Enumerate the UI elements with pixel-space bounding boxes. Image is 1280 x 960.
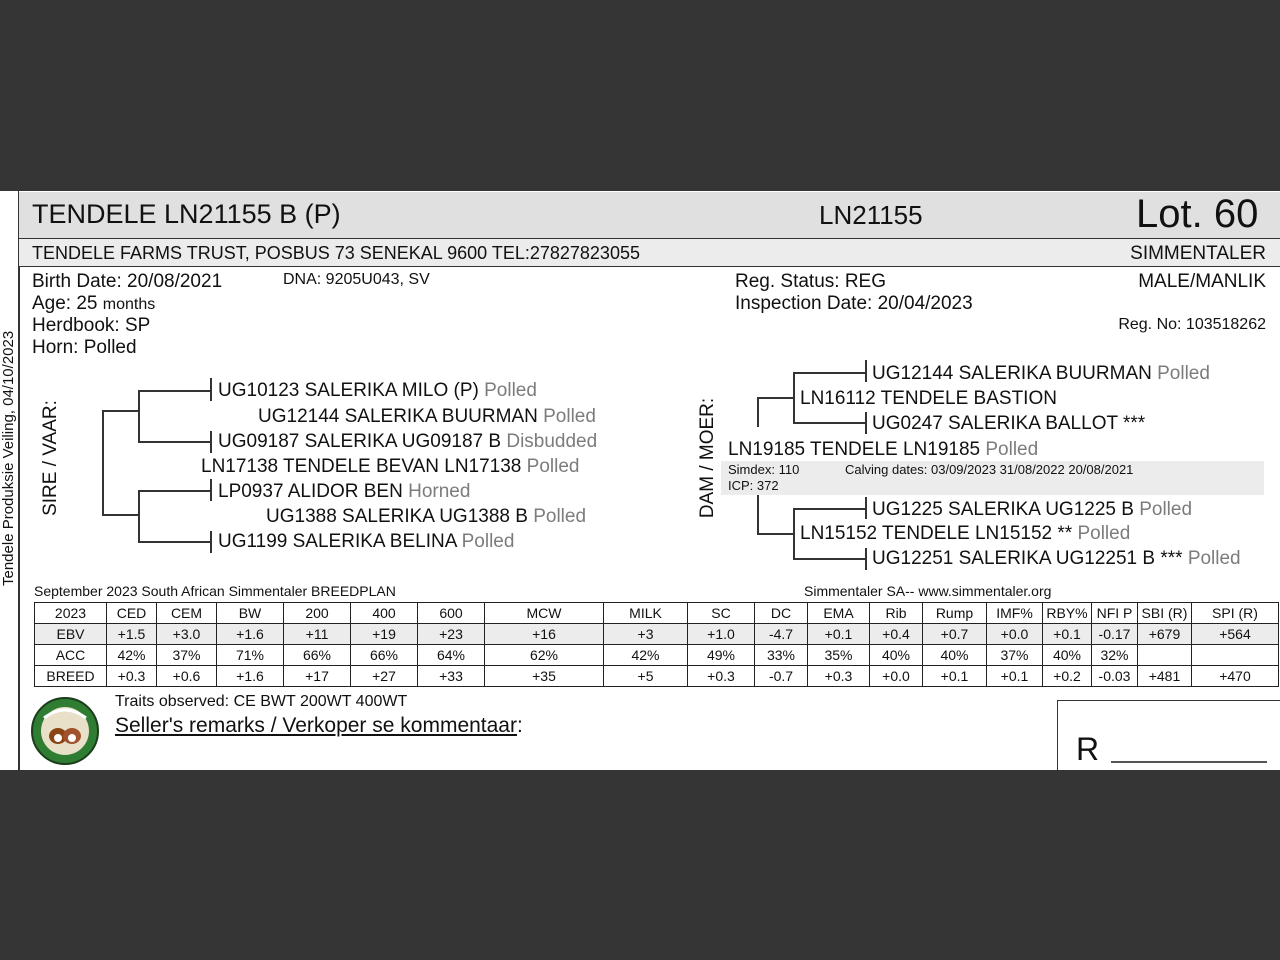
pedigree-line: [757, 397, 759, 427]
pedigree-line: [865, 360, 867, 382]
breedplan-source: Simmentaler SA-- www.simmentaler.org: [804, 583, 1052, 599]
side-strip: [0, 191, 19, 770]
breedplan-cell: +0.1: [923, 666, 987, 687]
simdex: Simdex: 110: [728, 462, 800, 477]
breedplan-cell: +0.0: [987, 624, 1043, 645]
sire-dam-sire: UG1388 SALERIKA UG1388 B Polled: [266, 506, 587, 527]
pedigree-line: [138, 390, 140, 441]
animal-name: TENDELE LN21155 B (P): [32, 199, 341, 229]
breedplan-cell: -0.17: [1092, 624, 1138, 645]
breedplan-cell: 32%: [1092, 645, 1138, 666]
pedigree-line: [210, 479, 212, 501]
pedigree-line: [865, 412, 867, 434]
breedplan-cell: 62%: [485, 645, 604, 666]
breedplan-cell: +3.0: [157, 624, 217, 645]
sire-dam: LP0937 ALIDOR BEN Horned: [218, 481, 471, 502]
breedplan-header-cell: RBY%: [1043, 603, 1092, 624]
breedplan-row-label: EBV: [35, 624, 107, 645]
breedplan-cell: 37%: [157, 645, 217, 666]
age-unit: months: [102, 296, 156, 313]
breedplan-cell: 66%: [351, 645, 418, 666]
breedplan-header-cell: MCW: [485, 603, 604, 624]
pedigree-line: [138, 541, 210, 543]
age-value: Age: 25: [32, 293, 98, 314]
breedplan-cell: +27: [351, 666, 418, 687]
dam-dam-sire: UG1225 SALERIKA UG1225 B Polled: [872, 499, 1193, 520]
sale-side-text: Tendele Produksie Veiling, 04/10/2023: [0, 330, 17, 586]
breedplan-cell: +0.1: [808, 624, 870, 645]
breedplan-header-cell: IMF%: [987, 603, 1043, 624]
pedigree-line: [865, 548, 867, 570]
breedplan-cell: +0.1: [987, 666, 1043, 687]
breedplan-cell: +5: [604, 666, 688, 687]
sire-label: SIRE / VAAR:: [40, 400, 61, 516]
breedplan-cell: [1138, 645, 1192, 666]
pedigree-line: [210, 531, 212, 553]
dam-dam: LN15152 TENDELE LN15152 ** Polled: [800, 523, 1131, 544]
breedplan-cell: +0.3: [107, 666, 157, 687]
dam-sire: LN16112 TENDELE BASTION: [800, 388, 1057, 409]
breedplan-cell: +1.0: [688, 624, 755, 645]
lot-card: [0, 191, 1280, 770]
dam-label: DAM / MOER:: [697, 397, 718, 519]
breedplan-cell: 33%: [755, 645, 808, 666]
breedplan-header-cell: 400: [351, 603, 418, 624]
birth-date: Birth Date: 20/08/2021: [32, 271, 223, 292]
breedplan-cell: +19: [351, 624, 418, 645]
breedplan-cell: -4.7: [755, 624, 808, 645]
breedplan-cell: +33: [418, 666, 485, 687]
breedplan-cell: +0.6: [157, 666, 217, 687]
breedplan-title: September 2023 South African Simmentaler BREEDPLAN: [34, 583, 396, 599]
breedplan-cell: 37%: [987, 645, 1043, 666]
breedplan-header-cell: BW: [217, 603, 284, 624]
breedplan-cell: +481: [1138, 666, 1192, 687]
breedplan-cell: 49%: [688, 645, 755, 666]
breedplan-row-acc: [35, 645, 1279, 666]
breedplan-header-cell: EMA: [808, 603, 870, 624]
pedigree-line: [793, 558, 865, 560]
breedplan-header-cell: Rib: [870, 603, 923, 624]
breedplan-cell: 42%: [107, 645, 157, 666]
pedigree-line: [757, 397, 793, 399]
sire-dam-dam: UG1199 SALERIKA BELINA Polled: [218, 531, 515, 552]
breedplan-row-ebv: [35, 624, 1279, 645]
dam-sire-sire: UG12144 SALERIKA BUURMAN Polled: [872, 363, 1210, 384]
breedplan-header-cell: Rump: [923, 603, 987, 624]
pedigree-line: [102, 514, 138, 516]
breedplan-header-cell: DC: [755, 603, 808, 624]
breedplan-cell: +23: [418, 624, 485, 645]
breedplan-cell: 35%: [808, 645, 870, 666]
icp: ICP: 372: [728, 478, 779, 493]
breedplan-cell: 64%: [418, 645, 485, 666]
reg-status: Reg. Status: REG: [735, 271, 887, 292]
breed-name: SIMMENTALER: [1130, 243, 1266, 264]
breedplan-row-label: BREED: [35, 666, 107, 687]
owner-line: TENDELE FARMS TRUST, POSBUS 73 SENEKAL 9600 TEL:27827823055: [32, 243, 640, 263]
pedigree-line: [793, 372, 865, 374]
pedigree-line: [793, 422, 865, 424]
breedplan-cell: +3: [604, 624, 688, 645]
breedplan-cell: 40%: [870, 645, 923, 666]
breedplan-cell: +0.7: [923, 624, 987, 645]
breedplan-header-cell: SPI (R): [1192, 603, 1279, 624]
breedplan-cell: +1.6: [217, 666, 284, 687]
breedplan-header-cell: SC: [688, 603, 755, 624]
breedplan-header-row: [35, 603, 1279, 624]
breedplan-cell: +470: [1192, 666, 1279, 687]
breedplan-header-cell: CEM: [157, 603, 217, 624]
breedplan-header-cell: NFI P: [1092, 603, 1138, 624]
pedigree-line: [793, 372, 795, 423]
herdbook: Herdbook: SP: [32, 315, 151, 336]
simmentaler-logo: [30, 696, 100, 766]
breedplan-cell: 71%: [217, 645, 284, 666]
pedigree-line: [210, 431, 212, 453]
breedplan-cell: +0.0: [870, 666, 923, 687]
breedplan-cell: +0.1: [1043, 624, 1092, 645]
breedplan-header-cell: 200: [284, 603, 351, 624]
breedplan-cell: 42%: [604, 645, 688, 666]
breedplan-cell: +0.3: [808, 666, 870, 687]
price-label: R: [1076, 731, 1100, 767]
price-write-line: [1111, 761, 1267, 763]
breedplan-header-cell: SBI (R): [1138, 603, 1192, 624]
pedigree-line: [757, 495, 759, 534]
traits-observed: Traits observed: CE BWT 200WT 400WT: [115, 693, 408, 710]
breedplan-cell: +35: [485, 666, 604, 687]
sire: LN17138 TENDELE BEVAN LN17138 Polled: [201, 456, 580, 477]
breedplan-cell: 40%: [1043, 645, 1092, 666]
sellers-remarks: Seller's remarks / Verkoper se kommentaar:: [115, 714, 523, 737]
pedigree-line: [210, 378, 212, 401]
age: [32, 293, 155, 315]
sire-sire: UG10123 SALERIKA MILO (P) Polled: [218, 380, 537, 401]
pedigree-line: [102, 410, 138, 412]
sex: MALE/MANLIK: [1138, 271, 1266, 292]
breedplan-cell: +0.2: [1043, 666, 1092, 687]
breedplan-cell: +679: [1138, 624, 1192, 645]
breedplan-cell: [1192, 645, 1279, 666]
pedigree-line: [757, 533, 793, 535]
breedplan-cell: 40%: [923, 645, 987, 666]
inspection-date: Inspection Date: 20/04/2023: [735, 293, 973, 314]
pedigree-line: [793, 508, 795, 559]
breedplan-row-breed: [35, 666, 1279, 687]
dam: LN19185 TENDELE LN19185 Polled: [728, 439, 1039, 460]
dam-dam-dam: UG12251 SALERIKA UG12251 B *** Polled: [872, 548, 1241, 569]
sire-sire-dam: UG09187 SALERIKA UG09187 B Disbudded: [218, 431, 598, 452]
breedplan-cell: +11: [284, 624, 351, 645]
breedplan-table: [34, 602, 1279, 687]
pedigree-line: [138, 390, 210, 392]
lot-number: Lot. 60: [1136, 192, 1259, 236]
breedplan-header-cell: 600: [418, 603, 485, 624]
breedplan-cell: +16: [485, 624, 604, 645]
breedplan-row-label: ACC: [35, 645, 107, 666]
pedigree-line: [865, 497, 867, 519]
breedplan-cell: +1.5: [107, 624, 157, 645]
animal-id: LN21155: [819, 200, 923, 230]
sire-sire-sire: UG12144 SALERIKA BUURMAN Polled: [258, 406, 596, 427]
breedplan-cell: 66%: [284, 645, 351, 666]
pedigree-line: [138, 490, 210, 492]
breedplan-cell: -0.03: [1092, 666, 1138, 687]
breedplan-header-cell: 2023: [35, 603, 107, 624]
dam-sire-dam: UG0247 SALERIKA BALLOT ***: [872, 413, 1146, 434]
breedplan-header-cell: CED: [107, 603, 157, 624]
reg-no: Reg. No: 103518262: [1118, 316, 1266, 333]
horn: Horn: Polled: [32, 337, 137, 358]
breedplan-cell: +564: [1192, 624, 1279, 645]
breedplan-cell: -0.7: [755, 666, 808, 687]
price-box: [1057, 700, 1280, 771]
pedigree-line: [793, 508, 865, 510]
breedplan-cell: +0.4: [870, 624, 923, 645]
calving-dates: Calving dates: 03/09/2023 31/08/2022 20/08/2021: [845, 462, 1134, 477]
breedplan-cell: +17: [284, 666, 351, 687]
breedplan-cell: +1.6: [217, 624, 284, 645]
pedigree-line: [138, 490, 140, 541]
breedplan-header-cell: MILK: [604, 603, 688, 624]
dna: DNA: 9205U043, SV: [283, 271, 430, 288]
pedigree-line: [102, 410, 104, 514]
pedigree-line: [138, 441, 210, 443]
breedplan-cell: +0.3: [688, 666, 755, 687]
